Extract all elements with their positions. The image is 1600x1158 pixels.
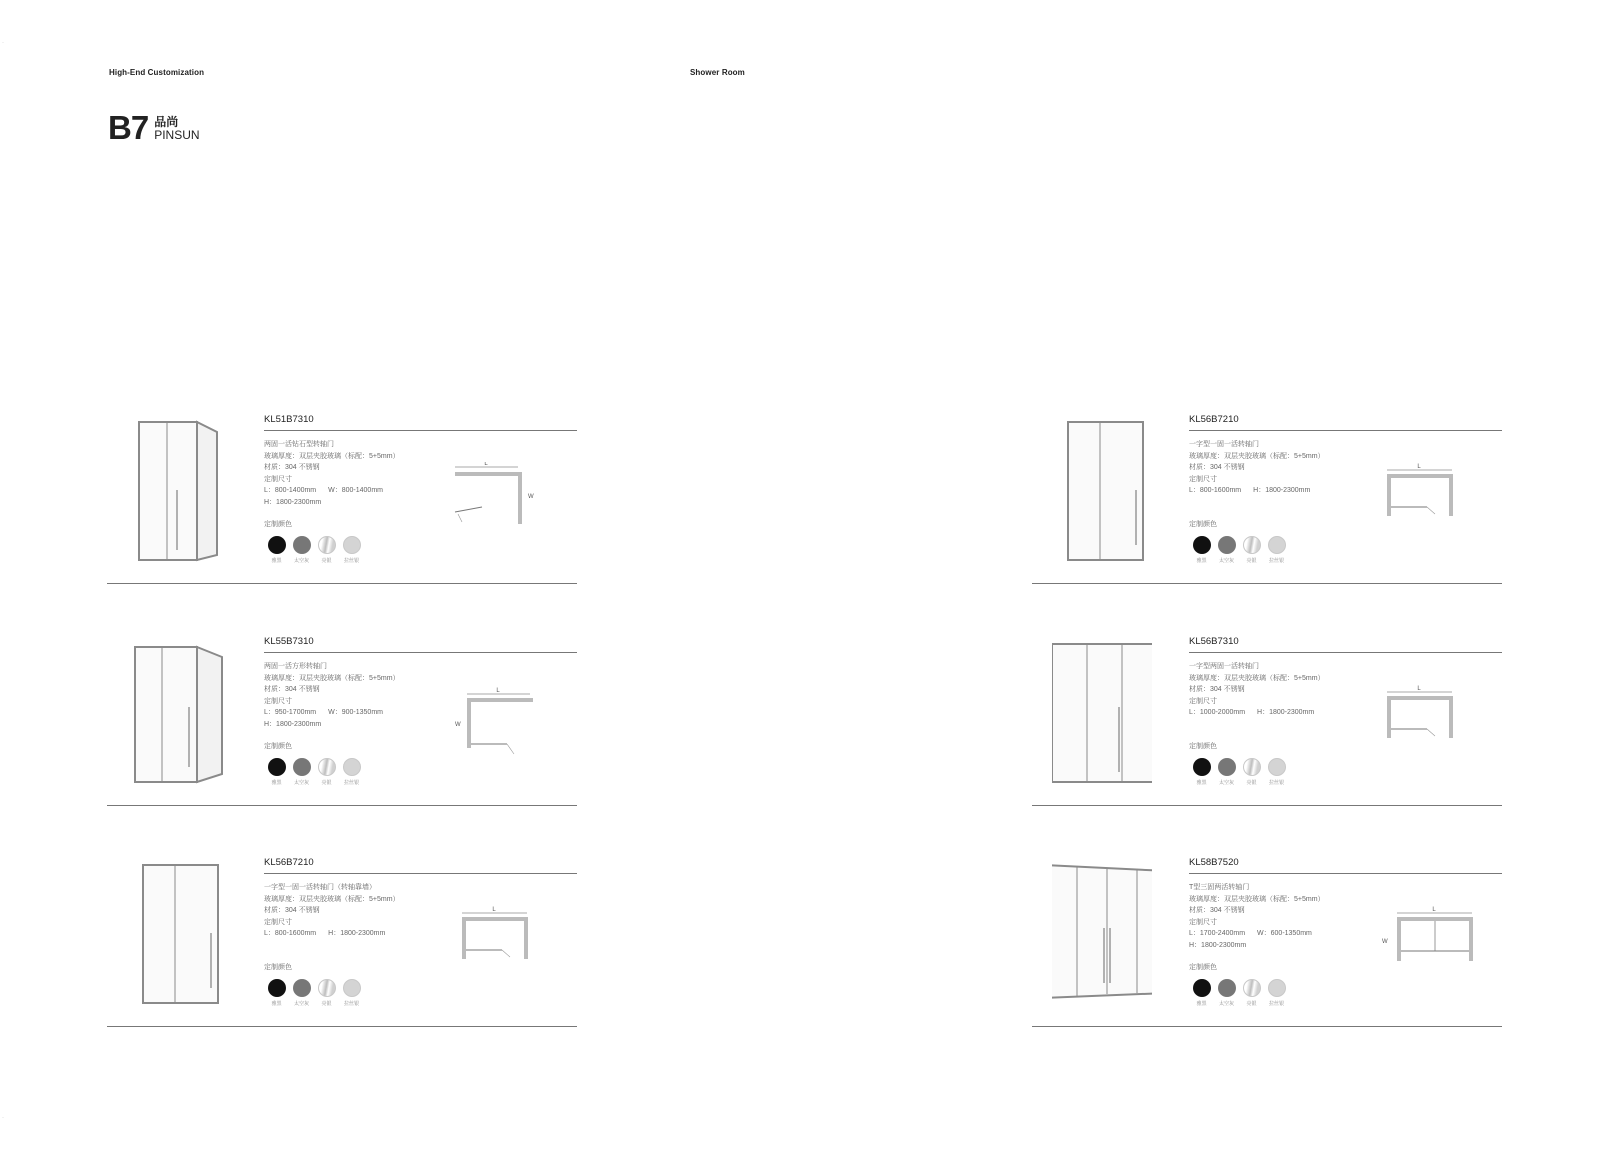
color-dot	[268, 758, 286, 776]
series-name-cn: 品尚	[154, 115, 179, 129]
color-dot	[1268, 758, 1286, 776]
color-dot	[1218, 979, 1236, 997]
inline-plan-icon	[1377, 684, 1477, 764]
swatch-label: 太空灰	[1218, 780, 1234, 786]
color-swatch[interactable]	[289, 758, 314, 786]
product-card	[1032, 634, 1502, 806]
divider	[107, 1026, 577, 1027]
swatch-label: 拉丝银	[343, 780, 359, 786]
color-swatch[interactable]	[314, 536, 339, 564]
divider	[107, 805, 577, 806]
swatch-label: 亮银	[1246, 780, 1257, 786]
inline-plan-icon	[1377, 462, 1477, 542]
swatch-label: 拉丝银	[343, 558, 359, 564]
product-model: KL56B7210	[1189, 414, 1239, 425]
colors-title: 定制颜色	[264, 521, 292, 528]
material-spec: 材质：304 不锈钢	[1189, 686, 1245, 693]
divider	[1189, 430, 1502, 431]
size-range-row	[264, 707, 400, 719]
colors-title: 定制颜色	[264, 964, 292, 971]
size-range-row	[1189, 928, 1325, 940]
material-spec: 材质：304 不锈钢	[264, 464, 320, 471]
t-shape-plan-icon	[1377, 905, 1477, 985]
swatch-label: 雅黑	[271, 780, 282, 786]
glass-spec: 玻璃厚度：双层夹胶玻璃（标配：5+5mm）	[1189, 452, 1325, 460]
color-dot	[1193, 979, 1211, 997]
size-range: L：800-1400mm	[264, 487, 317, 494]
product-specs	[1189, 661, 1325, 719]
product-description: T型三固两活转轴门	[1189, 884, 1250, 891]
svg-text:W: W	[455, 722, 461, 728]
product-specs	[1189, 439, 1325, 497]
size-range-row	[264, 928, 400, 940]
color-dot	[268, 536, 286, 554]
color-swatches	[1189, 758, 1289, 786]
product-description: 两固一活钻石型转轴门	[264, 441, 334, 448]
svg-text:W: W	[528, 494, 534, 500]
size-title: 定制尺寸	[1189, 918, 1217, 926]
size-range: L：1700-2400mm	[1189, 930, 1246, 937]
color-swatch[interactable]	[1239, 979, 1264, 1007]
svg-text:L: L	[1432, 907, 1436, 913]
color-dot	[1218, 536, 1236, 554]
glass-spec: 玻璃厚度：双层夹胶玻璃（标配：5+5mm）	[1189, 674, 1325, 682]
size-range: L：800-1600mm	[264, 930, 317, 937]
product-card	[107, 634, 577, 806]
color-swatch[interactable]	[339, 758, 364, 786]
swatch-label: 太空灰	[293, 1001, 309, 1007]
divider	[1189, 652, 1502, 653]
series-title	[108, 110, 200, 146]
t-shape-shower-icon	[1052, 863, 1152, 1008]
colors-title: 定制颜色	[1189, 521, 1217, 528]
square-plan-icon	[452, 684, 552, 764]
swatch-label: 太空灰	[1218, 558, 1234, 564]
color-dot	[343, 536, 361, 554]
swatch-label: 亮银	[321, 558, 332, 564]
size-range: W：800-1400mm	[328, 487, 383, 494]
corner-mark: ·	[2, 40, 4, 46]
size-range: H：1800-2300mm	[328, 930, 386, 937]
inline-plan-icon	[452, 905, 552, 985]
color-swatches	[264, 979, 364, 1007]
color-swatch[interactable]	[314, 979, 339, 1007]
color-dot	[1268, 536, 1286, 554]
color-swatch[interactable]	[1214, 758, 1239, 786]
color-dot	[293, 536, 311, 554]
product-model: KL58B7520	[1189, 857, 1239, 868]
inline-three-panel-icon	[1052, 642, 1152, 787]
colors-title: 定制颜色	[1189, 964, 1217, 971]
color-swatch[interactable]	[1264, 536, 1289, 564]
color-dot	[293, 979, 311, 997]
material-spec: 材质：304 不锈钢	[264, 686, 320, 693]
color-swatch[interactable]	[289, 979, 314, 1007]
color-swatches	[264, 758, 364, 786]
product-specs	[1189, 882, 1325, 951]
color-swatch[interactable]	[1189, 758, 1214, 786]
swatch-label: 拉丝银	[1268, 780, 1284, 786]
product-model: KL51B7310	[264, 414, 314, 425]
product-card	[107, 855, 577, 1027]
glass-spec: 玻璃厚度：双层夹胶玻璃（标配：5+5mm）	[264, 895, 400, 903]
product-description: 两固一活方形转轴门	[264, 663, 327, 670]
product-card	[1032, 412, 1502, 584]
color-dot	[1218, 758, 1236, 776]
color-dot	[1243, 536, 1261, 554]
swatch-label: 雅黑	[1196, 558, 1207, 564]
divider	[107, 583, 577, 584]
svg-text:W: W	[1382, 939, 1388, 945]
right-page-header: Shower Room	[690, 68, 745, 77]
color-dot	[318, 536, 336, 554]
size-range: W：600-1350mm	[1257, 930, 1312, 937]
swatch-label: 亮银	[321, 780, 332, 786]
color-swatch[interactable]	[339, 979, 364, 1007]
material-spec: 材质：304 不锈钢	[1189, 464, 1245, 471]
size-range: L：1000-2000mm	[1189, 709, 1246, 716]
material-spec: 材质：304 不锈钢	[1189, 907, 1245, 914]
size-range: H：1800-2300mm	[264, 720, 322, 728]
color-swatch[interactable]	[314, 758, 339, 786]
size-range: L：950-1700mm	[264, 709, 317, 716]
product-model: KL55B7310	[264, 636, 314, 647]
swatch-label: 亮银	[1246, 558, 1257, 564]
size-title: 定制尺寸	[264, 475, 292, 483]
swatch-label: 雅黑	[1196, 780, 1207, 786]
product-description: 一字型两固一活转轴门	[1189, 663, 1259, 670]
color-dot	[343, 758, 361, 776]
diamond-plan-icon	[452, 462, 552, 542]
glass-spec: 玻璃厚度：双层夹胶玻璃（标配：5+5mm）	[264, 452, 400, 460]
product-card	[1032, 855, 1502, 1027]
color-dot	[318, 979, 336, 997]
color-dot	[343, 979, 361, 997]
divider	[264, 873, 577, 874]
swatch-label: 雅黑	[1196, 1001, 1207, 1007]
size-range-row	[1189, 707, 1325, 719]
swatch-label: 亮银	[321, 1001, 332, 1007]
color-swatches	[1189, 979, 1289, 1007]
color-swatch[interactable]	[339, 536, 364, 564]
size-range: W：900-1350mm	[328, 709, 383, 716]
product-model: KL56B7210	[264, 857, 314, 868]
color-swatch[interactable]	[289, 536, 314, 564]
color-dot	[1243, 979, 1261, 997]
swatch-label: 太空灰	[293, 558, 309, 564]
color-dot	[1268, 979, 1286, 997]
divider	[264, 652, 577, 653]
swatch-label: 拉丝银	[343, 1001, 359, 1007]
size-range: H：1800-2300mm	[264, 498, 322, 506]
size-range: H：1800-2300mm	[1253, 487, 1311, 494]
color-swatches	[264, 536, 364, 564]
color-swatch[interactable]	[264, 758, 289, 786]
svg-text:L: L	[1417, 464, 1421, 470]
left-page-header: High-End Customization	[109, 68, 205, 77]
color-swatch[interactable]	[264, 536, 289, 564]
size-title: 定制尺寸	[264, 697, 292, 705]
glass-spec: 玻璃厚度：双层夹胶玻璃（标配：5+5mm）	[1189, 895, 1325, 903]
swatch-label: 雅黑	[271, 558, 282, 564]
color-dot	[318, 758, 336, 776]
color-swatch[interactable]	[1264, 979, 1289, 1007]
series-code: B7	[108, 109, 149, 146]
product-specs	[264, 882, 400, 940]
color-swatch[interactable]	[1214, 536, 1239, 564]
color-dot	[1243, 758, 1261, 776]
material-spec: 材质：304 不锈钢	[264, 907, 320, 914]
color-dot	[293, 758, 311, 776]
divider	[264, 430, 577, 431]
color-swatch[interactable]	[1264, 758, 1289, 786]
corner-mark: ·	[2, 1115, 4, 1121]
svg-text:L: L	[484, 462, 488, 467]
swatch-label: 拉丝银	[1268, 1001, 1284, 1007]
svg-text:L: L	[492, 907, 496, 913]
colors-title: 定制颜色	[1189, 743, 1217, 750]
color-swatch[interactable]	[1214, 979, 1239, 1007]
swatch-label: 太空灰	[293, 780, 309, 786]
glass-spec: 玻璃厚度：双层夹胶玻璃（标配：5+5mm）	[264, 674, 400, 682]
diamond-shower-icon	[127, 420, 227, 565]
size-range-row	[264, 485, 400, 497]
color-swatches	[1189, 536, 1289, 564]
size-range-row	[1189, 485, 1325, 497]
divider	[1189, 873, 1502, 874]
product-description: 一字型一固一活转轴门（转轴靠墙）	[264, 884, 376, 891]
product-card	[107, 412, 577, 584]
color-swatch[interactable]	[264, 979, 289, 1007]
product-specs	[264, 661, 400, 730]
inline-shower-icon	[1052, 420, 1152, 565]
colors-title: 定制颜色	[264, 743, 292, 750]
color-swatch[interactable]	[1239, 758, 1264, 786]
swatch-label: 亮银	[1246, 1001, 1257, 1007]
color-dot	[1193, 536, 1211, 554]
product-description: 一字型一固一活转轴门	[1189, 441, 1259, 448]
swatch-label: 太空灰	[1218, 1001, 1234, 1007]
color-swatch[interactable]	[1239, 536, 1264, 564]
swatch-label: 拉丝银	[1268, 558, 1284, 564]
divider	[1032, 805, 1502, 806]
color-swatch[interactable]	[1189, 536, 1214, 564]
color-swatch[interactable]	[1189, 979, 1214, 1007]
size-range: H：1800-2300mm	[1189, 941, 1247, 949]
square-shower-icon	[127, 642, 227, 787]
divider	[1032, 583, 1502, 584]
size-title: 定制尺寸	[1189, 697, 1217, 705]
color-dot	[268, 979, 286, 997]
size-title: 定制尺寸	[264, 918, 292, 926]
size-title: 定制尺寸	[1189, 475, 1217, 483]
inline-shower-icon	[127, 863, 227, 1008]
svg-text:L: L	[496, 688, 500, 694]
size-range: L：800-1600mm	[1189, 487, 1242, 494]
size-range: H：1800-2300mm	[1257, 709, 1315, 716]
svg-text:L: L	[1417, 686, 1421, 692]
product-model: KL56B7310	[1189, 636, 1239, 647]
product-specs	[264, 439, 400, 508]
swatch-label: 雅黑	[271, 1001, 282, 1007]
color-dot	[1193, 758, 1211, 776]
series-name-en: PINSUN	[154, 128, 200, 142]
divider	[1032, 1026, 1502, 1027]
